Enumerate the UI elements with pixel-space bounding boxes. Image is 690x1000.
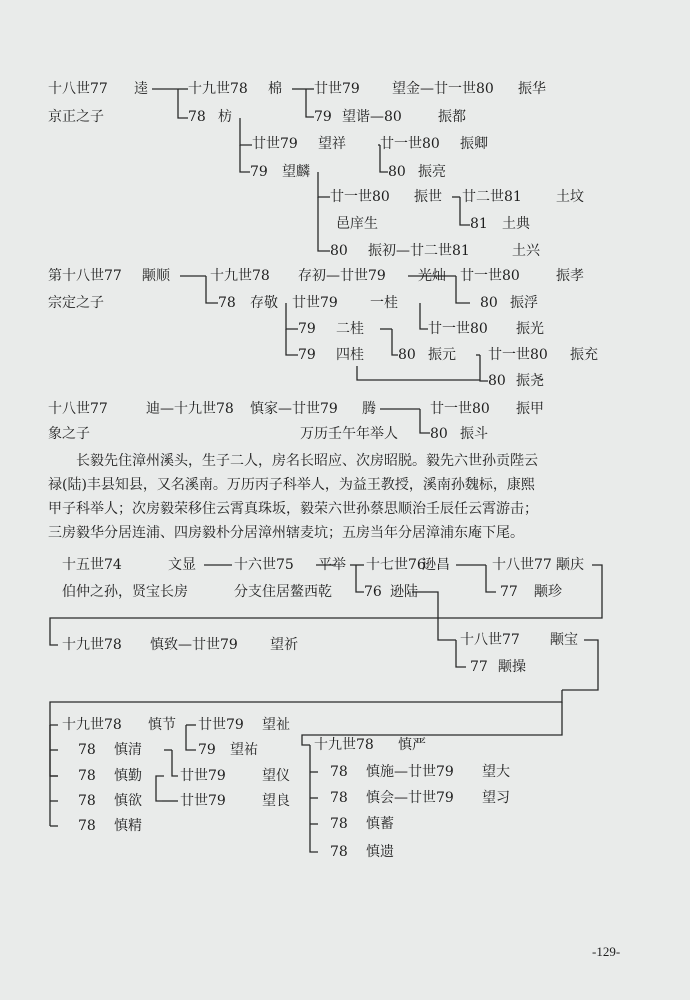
b1-r1b-num: 78 (188, 109, 206, 125)
b4-r2-note: 伯仲之孙，贤宝长房 (62, 584, 188, 600)
b5-r3-num: 78 (330, 790, 348, 806)
b5-l1-gen2: 廿世79 (198, 717, 244, 733)
b3-r2-note: 象之子 (48, 426, 90, 442)
b5-l1-name: 慎节 (148, 717, 176, 733)
b3-r1-mid: 迪—十九世78 (146, 401, 234, 417)
b5-l5-num: 78 (78, 793, 96, 809)
b4-r2-num: 76 (364, 584, 382, 600)
b4-r1-gen2: 十六世75 (234, 557, 294, 573)
b2-r3-gen: 廿一世80 (428, 321, 488, 337)
b4-r1-gen: 十五世74 (62, 557, 122, 573)
b4-r2-name2: 颙珍 (534, 584, 562, 600)
b2-r1-mid: 存初—廿世79 (298, 268, 386, 284)
para-line-1: 长毅先住漳州溪头，生子二人，房名长昭应、次房昭脱。毅先六世孙贡陛云 (76, 453, 538, 469)
b5-l4-gen: 廿世79 (180, 793, 226, 809)
b4-r3-gen: 十九世78 (62, 637, 122, 653)
b4-r4-gen: 十八世77 (460, 632, 520, 648)
b2-r6-name: 振尧 (516, 373, 544, 389)
b5-r2-num: 78 (330, 764, 348, 780)
b1-r6-name: 土典 (502, 216, 530, 232)
b3-r1-end: 振甲 (516, 401, 544, 417)
b2-r1-gen2: 十九世78 (210, 268, 270, 284)
b1-r7-end: 土兴 (512, 243, 540, 259)
b2-r5-num2: 80 (398, 347, 416, 363)
b5-r3-mid: 慎会—廿世79 (366, 790, 454, 806)
b2-r2-name: 存敬 (250, 295, 278, 311)
b5-r2-end: 望大 (482, 764, 510, 780)
b2-r1-gen3: 廿一世80 (460, 268, 520, 284)
b5-l1-end: 望祉 (262, 717, 290, 733)
b1-r5-end: 土坟 (556, 189, 584, 205)
b4-r2-num2: 77 (500, 584, 518, 600)
b1-r1-end: 振华 (518, 81, 546, 97)
b1-r3-name: 振亮 (418, 164, 446, 180)
para-line-4: 三房毅华分居连浦、四房毅朴分居漳州辖麦坑；五房当年分居漳浦东庵下尾。 (48, 525, 524, 541)
b1-r7-mid: 振初—廿二世81 (368, 243, 470, 259)
page-number: -129- (592, 944, 621, 959)
b1-r5-gen2: 廿二世81 (462, 189, 522, 205)
b1-r1b-end: 振都 (438, 109, 466, 125)
b5-r5-name: 慎遗 (366, 844, 394, 860)
b1-r1b-name: 枋 (218, 109, 232, 125)
b2-r5-end: 振充 (570, 347, 598, 363)
b5-l4-name: 慎勤 (114, 768, 142, 784)
b2-r1-end: 振孝 (556, 268, 584, 284)
b1-r1-name: 逵 (134, 81, 148, 97)
b2-r2-gen: 廿世79 (292, 295, 338, 311)
b4-r1-gen3: 十七世76 (366, 557, 426, 573)
b5-l1-gen: 十九世78 (62, 717, 122, 733)
b5-l3-gen: 廿世79 (180, 768, 226, 784)
b1-r1-gen3: 廿世79 (314, 81, 360, 97)
b4-r1-name2: 平举 (318, 557, 346, 573)
b4-r2-name: 逊陆 (390, 584, 418, 600)
b5-r4-num: 78 (330, 816, 348, 832)
b1-r6-num: 81 (470, 216, 488, 232)
b3-r1-gen2: 廿一世80 (430, 401, 490, 417)
para-line-3: 甲子科举人；次房毅荣移住云霄真珠坂，毅荣六世孙蔡思顺治壬辰任云霄游击； (48, 501, 538, 517)
b2-r5-name: 四桂 (336, 347, 364, 363)
b4-r1-gen4: 十八世77 (492, 557, 552, 573)
b1-r2-gen2: 廿一世80 (380, 136, 440, 152)
b3-r1-mid2: 慎家—廿世79 (250, 401, 338, 417)
b1-r4-num: 79 (250, 164, 268, 180)
b1-r5-gen: 廿一世80 (330, 189, 390, 205)
b1-r7-num: 80 (330, 243, 348, 259)
para-line-2: 禄(陆)丰县知县，又名溪南。万历丙子科举人，为益王教授，溪南孙魏标，康熙 (48, 477, 535, 493)
b1-r5-name: 振世 (414, 189, 442, 205)
b5-l3-name: 慎清 (114, 742, 142, 758)
b1-r1b-mid: 望谐—80 (342, 109, 402, 125)
b4-r4-name: 颙宝 (550, 632, 578, 648)
b4-r1-end: 颙庆 (556, 557, 584, 573)
b3-r1-gen: 十八世77 (48, 401, 108, 417)
b1-r1b-note: 京正之子 (48, 109, 104, 125)
b4-r3-end: 望祈 (270, 637, 298, 653)
b1-r2-end: 振卿 (460, 136, 488, 152)
b2-r2-end: 振浮 (510, 295, 538, 311)
b4-r3-mid: 慎致—廿世79 (150, 637, 238, 653)
b4-r5-num: 77 (470, 659, 488, 675)
b2-r1-gen: 第十八世77 (48, 268, 122, 284)
b5-l2-name: 望祐 (230, 742, 258, 758)
b2-r2-num: 78 (218, 295, 236, 311)
b5-r2-mid: 慎施—廿世79 (366, 764, 454, 780)
b5-l2-num: 79 (198, 742, 216, 758)
b2-r2-note: 宗定之子 (48, 295, 104, 311)
b1-r1-name2: 棉 (268, 81, 282, 97)
b5-l6-name: 慎精 (114, 818, 142, 834)
b2-r1-name2: 光灿 (418, 268, 446, 284)
b1-r1-mid: 望金—廿一世80 (392, 81, 494, 97)
b5-r4-name: 慎蓄 (366, 816, 394, 832)
b2-r2-num2: 80 (480, 295, 498, 311)
b5-l5-name: 慎欲 (114, 793, 142, 809)
b1-r2-gen: 廿世79 (252, 136, 298, 152)
b1-r1-gen: 十八世77 (48, 81, 108, 97)
b4-r5-name: 颙操 (498, 659, 526, 675)
b1-r1-gen2: 十九世78 (188, 81, 248, 97)
b5-l4-num: 78 (78, 768, 96, 784)
b3-r2-name: 振斗 (460, 426, 488, 442)
b4-r1-name3: 逊昌 (422, 557, 450, 573)
b2-r5-name2: 振元 (428, 347, 456, 363)
b4-r2-note2: 分支住居鳌西乾 (234, 584, 332, 600)
b5-l4-end: 望良 (262, 793, 290, 809)
b5-r1-gen: 十九世78 (314, 737, 374, 753)
b3-r1-name: 腾 (362, 401, 376, 417)
b2-r5-gen: 廿一世80 (488, 347, 548, 363)
b1-r4-name: 望麟 (282, 164, 310, 180)
b5-r3-end: 望习 (482, 790, 510, 806)
b3-r2-note2: 万历壬午年举人 (300, 426, 398, 442)
b2-r5-num: 79 (298, 347, 316, 363)
b4-r1-name: 文显 (168, 557, 196, 573)
b2-r4-name: 二桂 (336, 321, 364, 337)
b2-r1-name: 颙顺 (142, 268, 170, 284)
b5-l6-num: 78 (78, 818, 96, 834)
b3-r2-num: 80 (430, 426, 448, 442)
b5-r1-name: 慎严 (398, 737, 426, 753)
b2-r2-name2: 一桂 (370, 295, 398, 311)
b1-r3-num: 80 (388, 164, 406, 180)
b2-r4-num: 79 (298, 321, 316, 337)
b5-l3-num: 78 (78, 742, 96, 758)
b2-r6-num: 80 (488, 373, 506, 389)
b1-r1b-num2: 79 (314, 109, 332, 125)
b1-r6-note: 邑庠生 (336, 216, 378, 232)
b5-l3-end: 望仪 (262, 768, 290, 784)
b5-r5-num: 78 (330, 844, 348, 860)
narrative-paragraph (48, 449, 648, 545)
b1-r2-name: 望祥 (318, 136, 346, 152)
b2-r3-end: 振光 (516, 321, 544, 337)
